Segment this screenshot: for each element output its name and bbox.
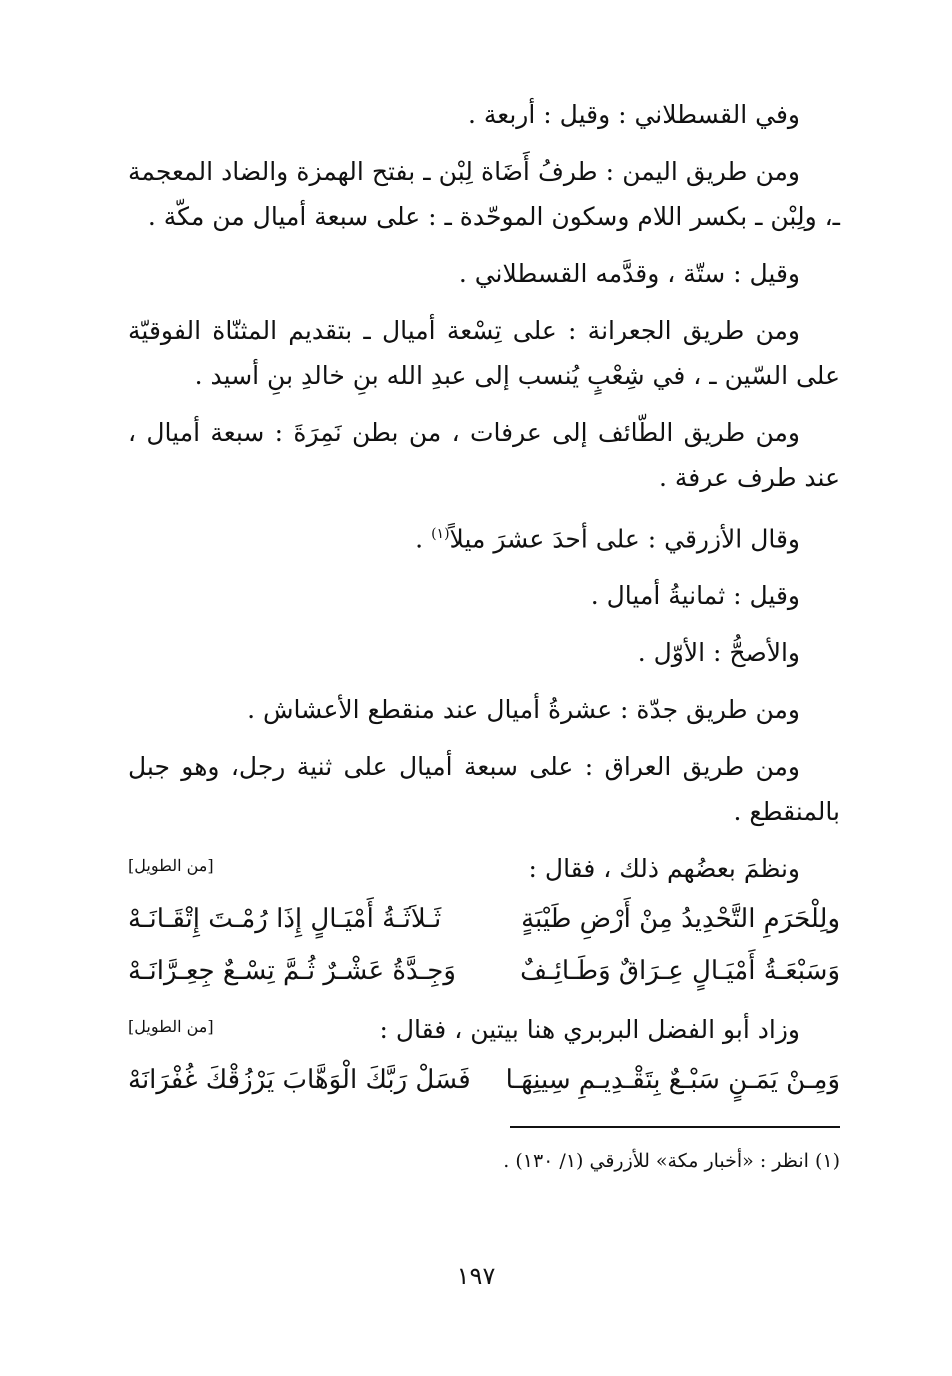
page-body bbox=[128, 92, 840, 1176]
poem2-intro-text: وزاد أبو الفضل البربري هنا بيتين ، فقال : bbox=[379, 1015, 800, 1045]
footnote: (١) انظر : «أخبار مكة» للأزرقي (١/ ١٣٠) . bbox=[503, 1150, 840, 1173]
poem1-verse1-second-hemistich: ثَـلاَثَـةُ أَمْيَـالٍ إِذَا رُمْـتَ إِتْقَـانَـهْ bbox=[128, 904, 442, 935]
paragraph-qastallani: وفي القسطلاني : وقيل : أربعة . bbox=[467, 100, 800, 129]
page-number: ١٩٧ bbox=[456, 1262, 496, 1290]
paragraph-jirana-route: ومن طريق الجعرانة : على تِسْعة أميال ـ بتقديم المثنّاة الفوقيّة على السّين ـ ، في شِعْبٍ يُنسب إلى عبدِ الله بنِ خالدِ بنِ أسيد . bbox=[128, 316, 840, 390]
poem2-intro bbox=[128, 1007, 840, 1052]
poem1-verse2-first-hemistich: وَسَبْعَـةُ أَمْيَـالٍ عِـرَاقٌ وَطَـائِـفٌ bbox=[520, 956, 840, 987]
paragraph-six-miles: وقيل : ستّة ، وقدَّمه القسطلاني . bbox=[458, 259, 800, 288]
poem1-intro-text: ونظمَ بعضُهم ذلك ، فقال : bbox=[528, 854, 800, 884]
poem1-intro bbox=[128, 846, 840, 891]
poem1-verse1-first-hemistich: ولِلْحَرَمِ التَّحْدِيدُ مِنْ أَرْضِ طَيْبَةٍ bbox=[521, 904, 840, 935]
footnote-marker[interactable]: (١) bbox=[431, 526, 450, 542]
footnote-divider bbox=[510, 1126, 840, 1128]
poem2-meter: [من الطويل] bbox=[128, 1017, 214, 1037]
poem1-verse-1 bbox=[128, 895, 840, 943]
poem1-meter: [من الطويل] bbox=[128, 856, 214, 876]
paragraph-jeddah-route: ومن طريق جدّة : عشرةُ أميال عند منقطع الأعشاش . bbox=[247, 695, 800, 725]
paragraph-eight-miles: وقيل : ثمانيةُ أميال . bbox=[590, 581, 800, 611]
paragraph-iraq-route: ومن طريق العراق : على سبعة أميال على ثنية رجل، وهو جبل بالمنقطع . bbox=[128, 752, 840, 827]
paragraph-azraqi bbox=[128, 512, 840, 561]
paragraph-taif-route: ومن طريق الطّائف إلى عرفات ، من بطن نَمِرَةَ : سبعة أميال ، عند طرف عرفة . bbox=[128, 418, 840, 492]
poem2-verse1-first-hemistich: وَمِـنْ يَمَـنٍ سَبْـعٌ بِتَقْـدِيـمِ سِينِهَـا bbox=[505, 1065, 840, 1096]
poem2-verse1-second-hemistich: فَسَلْ رَبَّكَ الْوَهَّابَ يَرْزُقْكَ غُفْرَانَهْ bbox=[128, 1065, 471, 1096]
azraqi-end: . bbox=[415, 524, 432, 554]
poem1-verse2-second-hemistich: وَجِـدَّةُ عَشْـرٌ ثُـمَّ تِسْـعٌ جِعِـرَّانَـهْ bbox=[128, 956, 456, 987]
paragraph-most-correct: والأصحُّ : الأوّل . bbox=[637, 638, 800, 668]
poem2-verse-1 bbox=[128, 1056, 840, 1104]
poem1-verse-2 bbox=[128, 947, 840, 995]
paragraph-yemen-route: ومن طريق اليمن : طرفُ أَضَاة لِبْن ـ بفتح الهمزة والضاد المعجمة ـ، ولِبْن ـ بكسر اللام وسكون الموحّدة ـ : على سبعة أميال من مكّة . bbox=[128, 157, 840, 231]
azraqi-text: وقال الأزرقي : على أحدَ عشرَ ميلاً bbox=[449, 524, 800, 554]
